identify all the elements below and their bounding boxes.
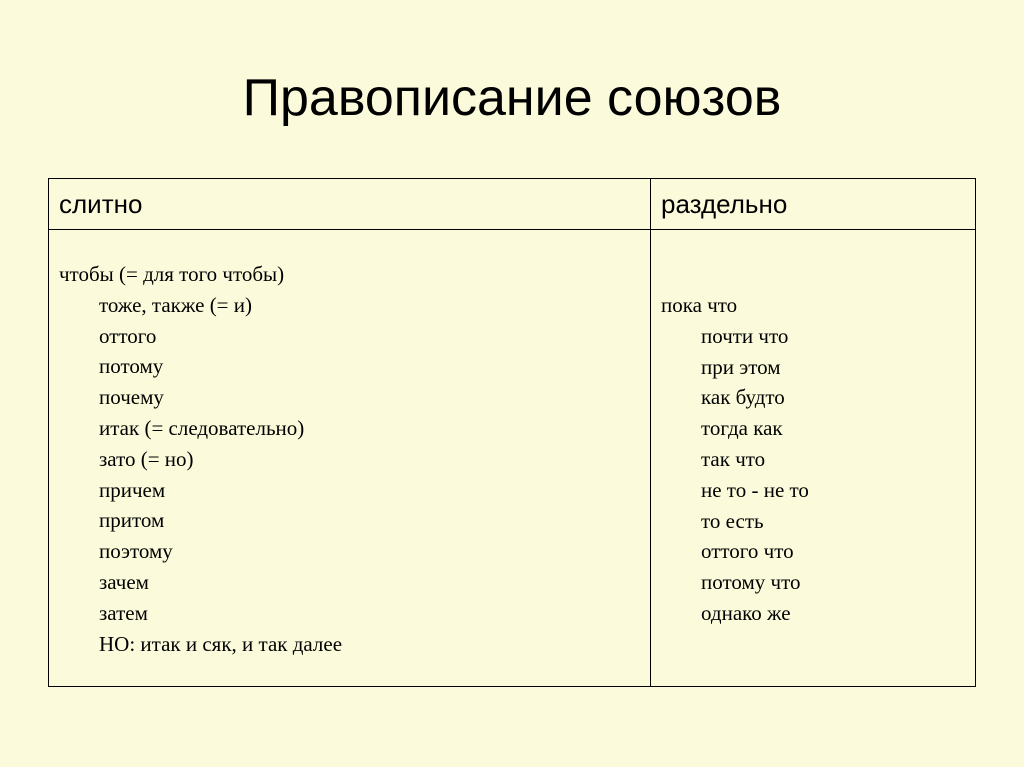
- list-item: чтобы (= для того чтобы): [59, 262, 285, 286]
- list-item: потому: [99, 354, 164, 379]
- list-item: однако же: [701, 600, 791, 625]
- separate-cell: [651, 230, 976, 687]
- header-together: слитно: [49, 179, 651, 230]
- separate-list: [651, 230, 975, 629]
- list-item: то есть: [701, 508, 764, 533]
- list-item: затем: [99, 600, 148, 625]
- list-item: почему: [99, 385, 164, 410]
- list-item: притом: [99, 508, 165, 533]
- list-item: поэтому: [99, 539, 173, 564]
- list-item: не то - не то: [701, 477, 809, 502]
- list-item: итак (= следовательно): [99, 415, 305, 440]
- list-item: НО: итак и сяк, и так далее: [99, 631, 343, 656]
- slide-title: Правописание союзов: [242, 69, 782, 127]
- header-separate: раздельно: [651, 179, 976, 230]
- list-item: тогда как: [701, 416, 783, 441]
- list-item: зачем: [99, 569, 149, 594]
- list-item: причем: [99, 477, 166, 502]
- list-item: пока что: [661, 293, 738, 317]
- list-item: оттого что: [701, 539, 794, 564]
- conjunctions-table: [48, 178, 976, 687]
- list-item: зато (= но): [99, 446, 194, 471]
- table-body-row: [49, 230, 976, 687]
- list-item: тоже, также (= и): [99, 292, 253, 317]
- together-cell: [49, 230, 651, 687]
- list-item: оттого: [99, 323, 157, 348]
- list-item: потому что: [701, 570, 801, 595]
- list-item: как будто: [701, 385, 785, 410]
- list-item: при этом: [701, 354, 781, 379]
- list-item: почти что: [701, 323, 789, 348]
- together-list: [49, 230, 650, 659]
- list-item: так что: [701, 446, 766, 471]
- table-header-row: [49, 179, 976, 230]
